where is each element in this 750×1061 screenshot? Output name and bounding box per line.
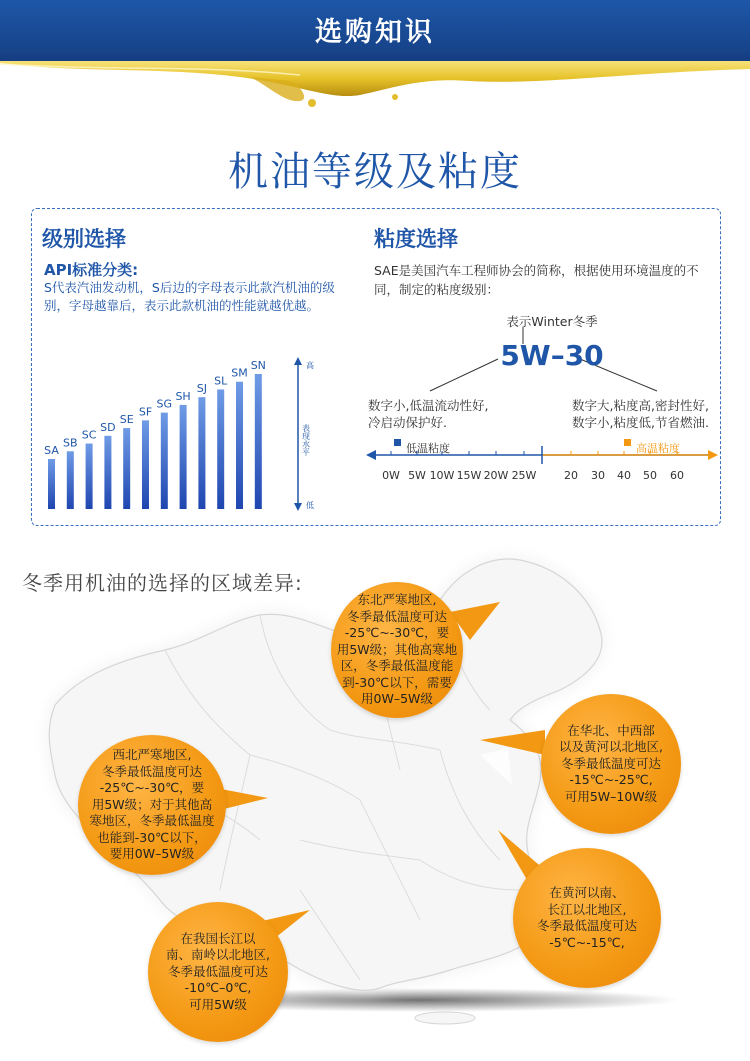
winter-label: 表示Winter冬季 — [506, 314, 598, 329]
axis-mid-label: 表现水平 — [301, 424, 311, 456]
bubble-line: 冬季最低温度可达 — [346, 608, 447, 624]
scale-tick-label: 15W — [456, 469, 482, 482]
high-temp-label: 高温粘度 — [636, 442, 680, 455]
viscosity-heading: 粘度选择 — [374, 227, 458, 251]
bubble-line: -25℃~-30℃，要 — [344, 625, 450, 641]
grade-label: SF — [138, 405, 153, 419]
bubble-line: 冬季最低温度可达 — [560, 755, 661, 771]
grade-heading: 级别选择 — [42, 227, 126, 251]
grade-label: SG — [156, 397, 173, 411]
bubble-northwest — [78, 735, 226, 875]
bubble-line: 在我国长江以 — [180, 930, 256, 946]
bubble-line: 区，冬季最低温度能 — [340, 658, 454, 674]
low-number-note: 数字小,低温流动性好, 冷启动保护好. — [368, 398, 489, 430]
api-description: S代表汽油发动机，S后边的字母表示此款汽机油的级别，字母越靠后，表示此款机油的性能就越优越。 — [44, 280, 335, 313]
bubble-line: 在华北、中西部 — [567, 722, 655, 738]
grade-viscosity-panel — [31, 208, 721, 526]
scale-tick-label: 5W — [408, 469, 426, 482]
grade-label: SC — [81, 428, 97, 442]
bubble-line: -5℃~-15℃, — [549, 934, 625, 950]
axis-low-label: 低 — [306, 501, 314, 510]
scale-arrow-left-icon — [366, 450, 376, 460]
bubble-line: 冬季最低温度可达 — [101, 763, 202, 779]
oil-splash-decoration — [0, 55, 750, 110]
bubble-line: 用5W级；其他高寒地 — [336, 641, 458, 657]
bubble-line: 可用5W级 — [189, 996, 247, 1012]
viscosity-example: 5W–30 — [500, 339, 604, 372]
grade-label: SE — [119, 413, 134, 427]
scale-tick-label: 25W — [511, 469, 537, 482]
grade-label: SH — [175, 389, 191, 403]
bubble-line: 东北严寒地区, — [357, 592, 437, 608]
bubble-northeast — [331, 582, 463, 718]
api-label: API标准分类: — [44, 261, 139, 279]
header-title: 选购知识 — [315, 17, 435, 48]
bubble-line: 以及黄河以北地区, — [559, 739, 663, 755]
bubble-line: 到-30℃以下，需要 — [342, 674, 452, 690]
scale-tick-label: 10W — [429, 469, 455, 482]
bubble-north — [541, 694, 681, 834]
grade-label: SA — [44, 444, 59, 457]
grade-label: SD — [100, 420, 116, 434]
header-banner — [0, 0, 750, 110]
bubble-line: 寒地区，冬季最低温度 — [89, 813, 215, 829]
high-number-note: 数字大,粘度高,密封性好, 数字小,粘度低,节省燃油. — [572, 398, 709, 430]
bubble-line: 冬季最低温度可达 — [536, 918, 637, 933]
scale-tick-label: 20W — [483, 469, 509, 482]
scale-tick-label: 40 — [617, 469, 631, 482]
bubble-line: 也能到-30℃以下， — [97, 829, 207, 845]
bubble-line: 冬季最低温度可达 — [167, 963, 268, 979]
grade-label: SL — [214, 374, 228, 388]
bubble-line: 可用5W–10W级 — [564, 788, 658, 804]
high-temp-marker — [624, 439, 631, 446]
bubble-line: -25℃~-30℃，要 — [99, 780, 205, 796]
bubble-line: -10℃–0℃, — [184, 980, 252, 996]
region-section-title: 冬季用机油的选择的区域差异: — [22, 571, 303, 595]
grade-label: SN — [250, 359, 266, 372]
bubble-line: 要用0W–5W级 — [109, 846, 195, 862]
bubble-yellow-yangtze — [513, 848, 661, 988]
scale-tick-label: 60 — [670, 469, 684, 482]
bubble-line: 用5W级；对于其他高 — [91, 796, 213, 812]
axis-high-label: 高 — [306, 361, 314, 370]
grade-label: SM — [231, 366, 248, 380]
scale-tick-label: 0W — [382, 469, 400, 482]
bubble-south — [148, 902, 288, 1042]
bubble-line: 用0W–5W级 — [361, 691, 433, 707]
grade-label: SB — [63, 436, 78, 450]
scale-arrow-right-icon — [708, 450, 718, 460]
bubble-line: 西北严寒地区, — [112, 747, 192, 763]
scale-tick-label: 20 — [564, 469, 578, 482]
grade-label: SJ — [196, 382, 208, 396]
bubble-line: 长江以北地区, — [547, 901, 627, 917]
low-temp-marker — [394, 439, 401, 446]
bubble-line: 在黄河以南、 — [549, 885, 625, 900]
scale-tick-label: 50 — [643, 469, 657, 482]
bubble-line: -15℃~-25℃, — [569, 772, 653, 788]
bubble-line: 南、南岭以北地区, — [166, 947, 270, 963]
low-temp-label: 低温粘度 — [406, 442, 450, 455]
page-title: 机油等级及粘度 — [228, 149, 522, 195]
scale-tick-label: 30 — [591, 469, 605, 482]
sae-description: SAE是美国汽车工程师协会的简称，根据使用环境温度的不同，制定的粘度级别： — [374, 263, 699, 297]
